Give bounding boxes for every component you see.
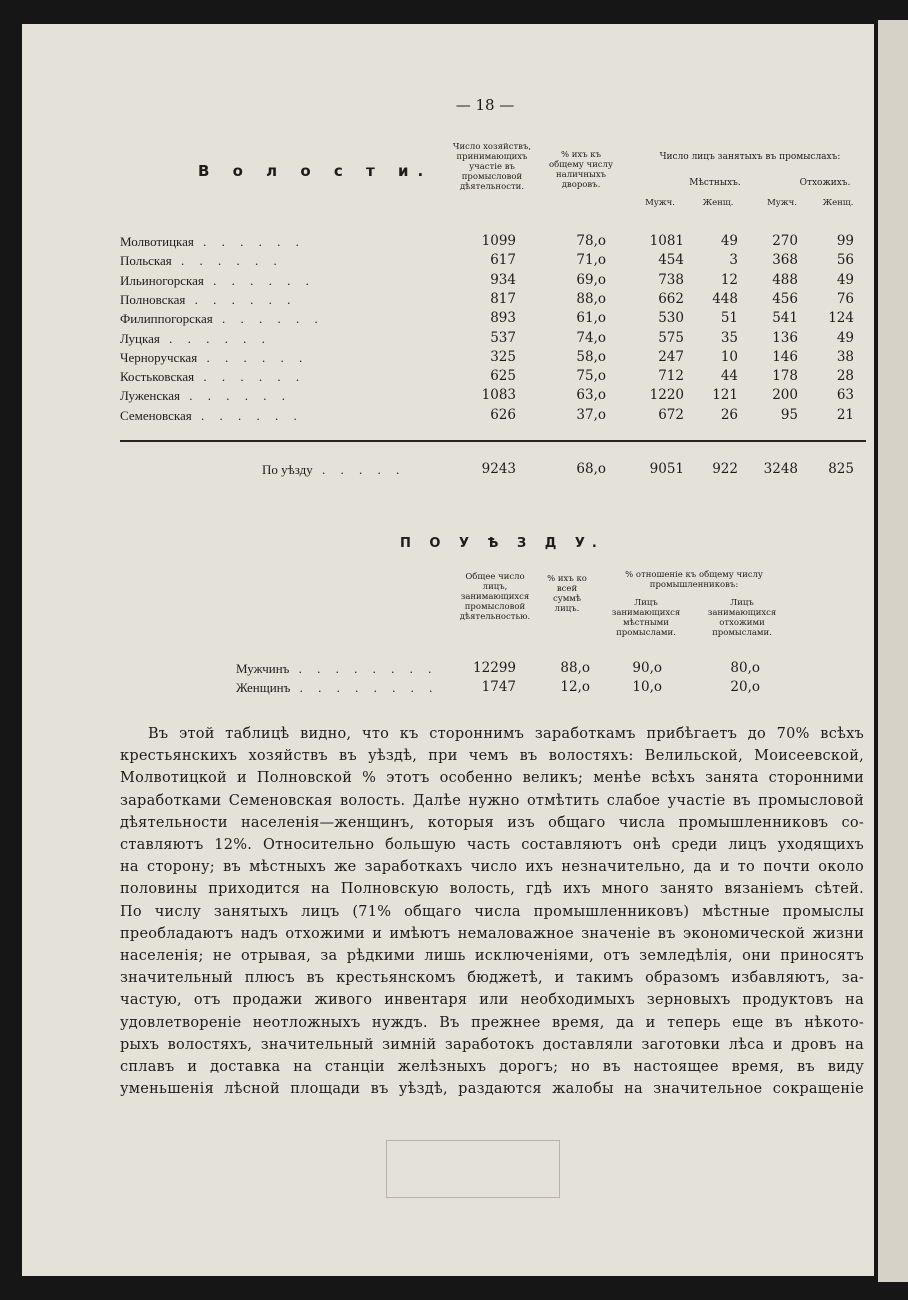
t2-cell-total: 12299 [473,660,516,676]
cell-away-female: 21 [836,406,854,423]
cell-local-male: 247 [658,348,684,365]
body-text-line: рыхъ волостяхъ, значительный зимній заработокъ доставляли заготовки лѣса и дровъ на [120,1036,864,1053]
cell-households: 1099 [481,233,516,249]
cell-local-female: 49 [720,233,738,249]
cell-households: 537 [490,329,516,346]
cell-local-male: 454 [658,252,684,269]
t2-row-name: Женщинъ . . . . . . . . [236,680,439,695]
header-households: Число хозяйствъ, принимающихъ участіе въ промысловой дѣятельности. [452,142,532,192]
row-name: Семеновская . . . . . . [120,407,303,423]
body-text-line: заработками Семеновская волость. Далѣе нужно отмѣтить слабое участіе въ промысловой [120,792,864,809]
cell-local-female: 3 [729,252,738,269]
t2-cell-pct: 88,о [560,660,590,676]
table1-total-rule [120,440,866,442]
body-text-line: половины приходится на Полновскую волость, гдѣ ихъ много занято вязаніемъ сѣтей. [120,881,864,898]
table2-title: П О У Ѣ З Д У. [400,536,604,551]
t2-header-local: Лицъ занимающихся мѣстными промыслами. [611,598,681,638]
body-text-line: дѣятельности населенія—женщинъ, которыя изъ общаго числа промышленниковъ со- [120,814,864,831]
cell-local-female: 51 [720,310,738,327]
cell-pct: 88,о [576,290,606,307]
header-pct-households: % ихъ къ общему числу наличныхъ дворовъ. [549,150,613,190]
cell-away-male: 368 [772,252,798,269]
library-stamp [386,1140,560,1198]
cell-households: 817 [490,290,516,307]
cell-households: 1083 [481,387,516,404]
header-persons: Число лицъ занятыхъ въ промыслахъ: [659,152,841,162]
total-pct: 68,о [576,461,606,477]
row-name: Молвотицкая . . . . . . [120,234,305,249]
body-text-line: на сторону; въ мѣстныхъ же заработкахъ число ихъ незначительно, да и то почти около [120,859,864,876]
cell-pct: 71,о [576,252,606,269]
cell-away-male: 541 [772,310,798,327]
body-text-line: ставляютъ 12%. Относительно большую часть составляютъ онѣ среди лицъ уходящихъ [120,837,864,853]
body-text-line: преобладаютъ надъ отхожими и имѣютъ немаловажное значеніе въ экономической жизни [120,925,864,942]
body-text-line: сплавъ и доставка на станціи желѣзныхъ дорогъ; но въ настоящее время, въ виду [120,1059,864,1075]
cell-local-male: 1220 [649,387,684,404]
header-away: Отхожихъ. [799,178,851,188]
cell-local-female: 448 [712,290,738,307]
header-local-female: Женщ. [702,198,734,208]
cell-households: 617 [490,252,516,269]
t2-cell-local: 90,о [632,660,662,676]
cell-pct: 61,о [576,310,606,327]
cell-away-male: 200 [772,387,798,404]
cell-away-male: 146 [772,348,798,365]
body-text-line: Въ этой таблицѣ видно, что къ стороннимъ заработкамъ прибѣгаетъ до 70% всѣхъ [148,726,864,742]
header-away-female: Женщ. [822,198,854,208]
cell-households: 625 [490,368,516,385]
row-name: Ильиногорская . . . . . . [120,272,315,288]
cell-away-male: 488 [772,271,798,288]
cell-local-male: 662 [658,290,684,307]
t2-cell-total: 1747 [481,679,516,695]
cell-away-male: 178 [772,368,798,385]
page-number: — 18 — [455,96,515,114]
body-text-line: крестьянскихъ хозяйствъ въ уѣздѣ, при чемъ въ волостяхъ: Велильской, Моисеевской, [120,748,864,765]
adjacent-page-edge [878,20,908,1282]
cell-local-female: 121 [712,387,738,404]
cell-local-male: 575 [658,329,684,346]
cell-away-male: 456 [772,290,798,307]
body-text-line: Молвотицкой и Полновской % этотъ особенно великъ; менѣе всѣхъ занята сторонними [120,770,864,787]
total-away-male: 3248 [763,461,798,477]
cell-households: 626 [490,406,516,423]
cell-away-female: 56 [836,252,854,269]
total-away-female: 825 [828,461,854,477]
row-name: Луженская . . . . . . [120,388,291,404]
total-local-male: 9051 [649,461,684,477]
header-local: Мѣстныхъ. [689,178,741,188]
cell-households: 934 [490,271,516,288]
cell-local-male: 672 [658,406,684,423]
cell-away-male: 270 [772,233,798,249]
cell-pct: 63,о [576,387,606,404]
cell-away-female: 49 [836,329,854,346]
t2-cell-away: 80,о [730,660,760,676]
cell-away-male: 95 [780,406,798,423]
cell-pct: 78,о [576,233,606,249]
cell-pct: 74,о [576,329,606,346]
cell-away-female: 63 [836,387,854,404]
body-text-line: населенія; не отрывая, за рѣдкими лишь исключеніями, отъ земледѣлія, они приносятъ [120,948,864,964]
row-name: Луцкая . . . . . . [120,330,271,346]
body-text-line: удовлетвореніе неотложныхъ нуждъ. Въ прежнее время, да и теперь еще въ нѣкото- [120,1014,864,1031]
table1-title: В о л о с т и. [198,162,433,180]
t2-header-pct: % ихъ ко всей суммѣ лицъ. [547,574,587,614]
cell-away-female: 28 [836,368,854,385]
body-text-line: уменьшенія лѣсной площади въ уѣздѣ, раздаются жалобы на значительное сокращеніе [120,1081,864,1098]
cell-local-female: 12 [720,271,738,288]
cell-pct: 58,о [576,348,606,365]
t2-cell-local: 10,о [632,679,662,695]
t2-cell-away: 20,о [730,679,760,695]
row-name: Полновская . . . . . . [120,291,297,307]
cell-households: 893 [490,310,516,327]
cell-local-female: 10 [720,348,738,365]
header-away-male: Мужч. [767,198,797,208]
cell-local-male: 530 [658,310,684,327]
cell-away-female: 124 [828,310,854,327]
total-local-female: 922 [712,461,738,477]
cell-away-female: 76 [836,290,854,307]
total-row-name: По уѣзду . . . . . [262,462,406,477]
total-households: 9243 [481,461,516,477]
cell-local-male: 712 [658,368,684,385]
row-name: Костьковская . . . . . . [120,369,306,385]
cell-local-male: 1081 [649,233,684,249]
t2-cell-pct: 12,о [560,679,590,695]
cell-local-female: 26 [720,406,738,423]
t2-header-ratio: % отношеніе къ общему числу промышленниковъ: [625,570,763,590]
cell-away-male: 136 [772,329,798,346]
cell-pct: 69,о [576,271,606,288]
cell-households: 325 [490,348,516,365]
cell-away-female: 49 [836,271,854,288]
cell-away-female: 99 [836,233,854,249]
row-name: Черноручская . . . . . . [120,349,309,365]
cell-local-male: 738 [658,271,684,288]
cell-pct: 75,о [576,368,606,385]
row-name: Польская . . . . . . [120,253,283,269]
header-local-male: Мужч. [645,198,675,208]
cell-away-female: 38 [836,348,854,365]
cell-local-female: 44 [720,368,738,385]
body-text-line: частую, отъ продажи живого инвентаря или необходимыхъ зерновыхъ продуктовъ на [120,992,864,1009]
t2-row-name: Мужчинъ . . . . . . . . [236,661,438,676]
row-name: Филиппогорская . . . . . . [120,311,324,327]
cell-pct: 37,о [576,406,606,423]
body-text-line: По числу занятыхъ лицъ (71% общаго числа промышленниковъ) мѣстные промыслы [120,903,864,920]
t2-header-total: Общее число лицъ, занимающихся промысловой дѣятельностью. [459,572,531,622]
body-text-line: значительный плюсъ въ крестьянскомъ бюджетѣ, и такимъ образомъ избавляютъ, за- [120,970,864,987]
t2-header-away: Лицъ занимающихся отхожими промыслами. [707,598,777,638]
cell-local-female: 35 [720,329,738,346]
